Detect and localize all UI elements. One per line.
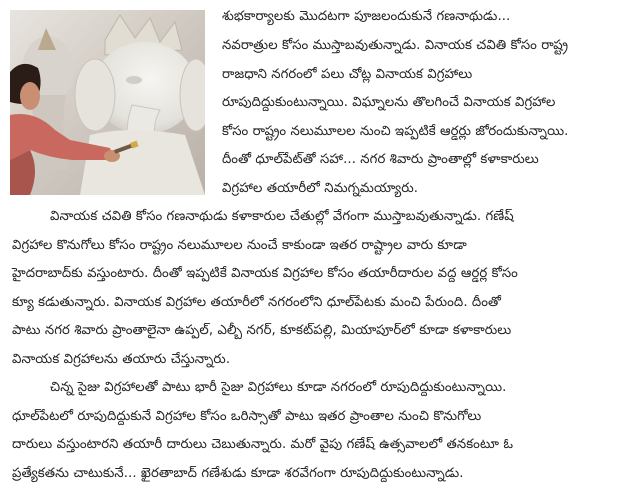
article-line-9: విగ్రహాల కొనుగోలు కోసం రాష్ట్రం నలుమూలల నుంచే కాకుండా ఇతర రాష్ట్రాల వారు కూడా bbox=[12, 238, 467, 253]
article-line-15: ధూల్‌పేటలో రూపుదిద్దుకునే విగ్రహాల కోసం ఒరిస్సాతో పాటు ఇతర ప్రాంతాల నుంచి కొనుగోలు bbox=[12, 409, 482, 424]
article-line-8: వినాయక చవితి కోసం గణనాథుడు కళాకారుల చేతుల్లో వేగంగా ముస్తాబవుతున్నాడు. గణేష్ bbox=[50, 209, 514, 224]
article-line-17: ప్రత్యేకతను చాటుకునే... ఖైరతాబాద్ గణేశుడు కూడా శరవేగంగా రూపుదిద్దుకుంటున్నాడు. bbox=[12, 466, 464, 481]
article-line-2: నవరాత్రుల కోసం ముస్తాబవుతున్నాడు. వినాయక చవితి కోసం రాష్ట్ర bbox=[222, 38, 569, 53]
article-line-14: చిన్న సైజు విగ్రహాలతో పాటు భారీ సైజు విగ్రహాలు కూడా నగరంలో రూపుదిద్దుకుంటున్నాయి. bbox=[50, 380, 507, 395]
article-line-3: రాజధాని నగరంలో పలు చోట్ల వినాయక విగ్రహాలు bbox=[222, 67, 473, 82]
article-line-16: దారులు వస్తుంటారని తయారీ దారులు చెబుతున్నారు. మరో వైపు గణేష్ ఉత్సవాలలో తనకంటూ ఓ bbox=[12, 437, 514, 452]
article-line-11: క్యూ కడుతున్నారు. వినాయక విగ్రహాల తయారీలో నగరంలోని ధూల్‌పేటకు మంచి పేరుంది. దీంతో bbox=[12, 295, 501, 310]
article-line-7: విగ్రహాల తయారీలో నిమగ్నమయ్యారు. bbox=[222, 181, 419, 196]
article-line-6: దీంతో ధూల్‌పేట్‌తో సహా... నగర శివారు ప్రాంతాల్లో కళాకారులు bbox=[222, 152, 539, 167]
article-line-1: శుభకార్యాలకు మొదటగా పూజలందుకునే గణనాథుడు... bbox=[222, 9, 511, 24]
article-line-10: హైదరాబాద్‌కు వస్తుంటారు. దీంతో ఇప్పటికే వినాయక విగ్రహాల కోసం తయారీదారుల వద్ద ఆర్డర్ల కోసం bbox=[12, 266, 518, 281]
article-line-12: పాటు నగర శివారు ప్రాంతాలైనా ఉప్పల్, ఎల్బీ నగర్, కూకట్‌పల్లి, మియాపూర్‌లో కూడా కళాకారులు bbox=[12, 323, 512, 338]
article-line-5: కోసం రాష్ట్రం నలుమూలల నుంచి ఇప్పటికే ఆర్డర్లు జోరందుకున్నాయి. bbox=[222, 124, 569, 139]
article-line-13: వినాయక విగ్రహాలను తయారు చేస్తున్నారు. bbox=[12, 352, 231, 367]
article-line-4: రూపుదిద్దుకుంటున్నాయి. విఘ్నాలను తొలగించే వినాయక విగ్రహాల bbox=[222, 95, 556, 110]
